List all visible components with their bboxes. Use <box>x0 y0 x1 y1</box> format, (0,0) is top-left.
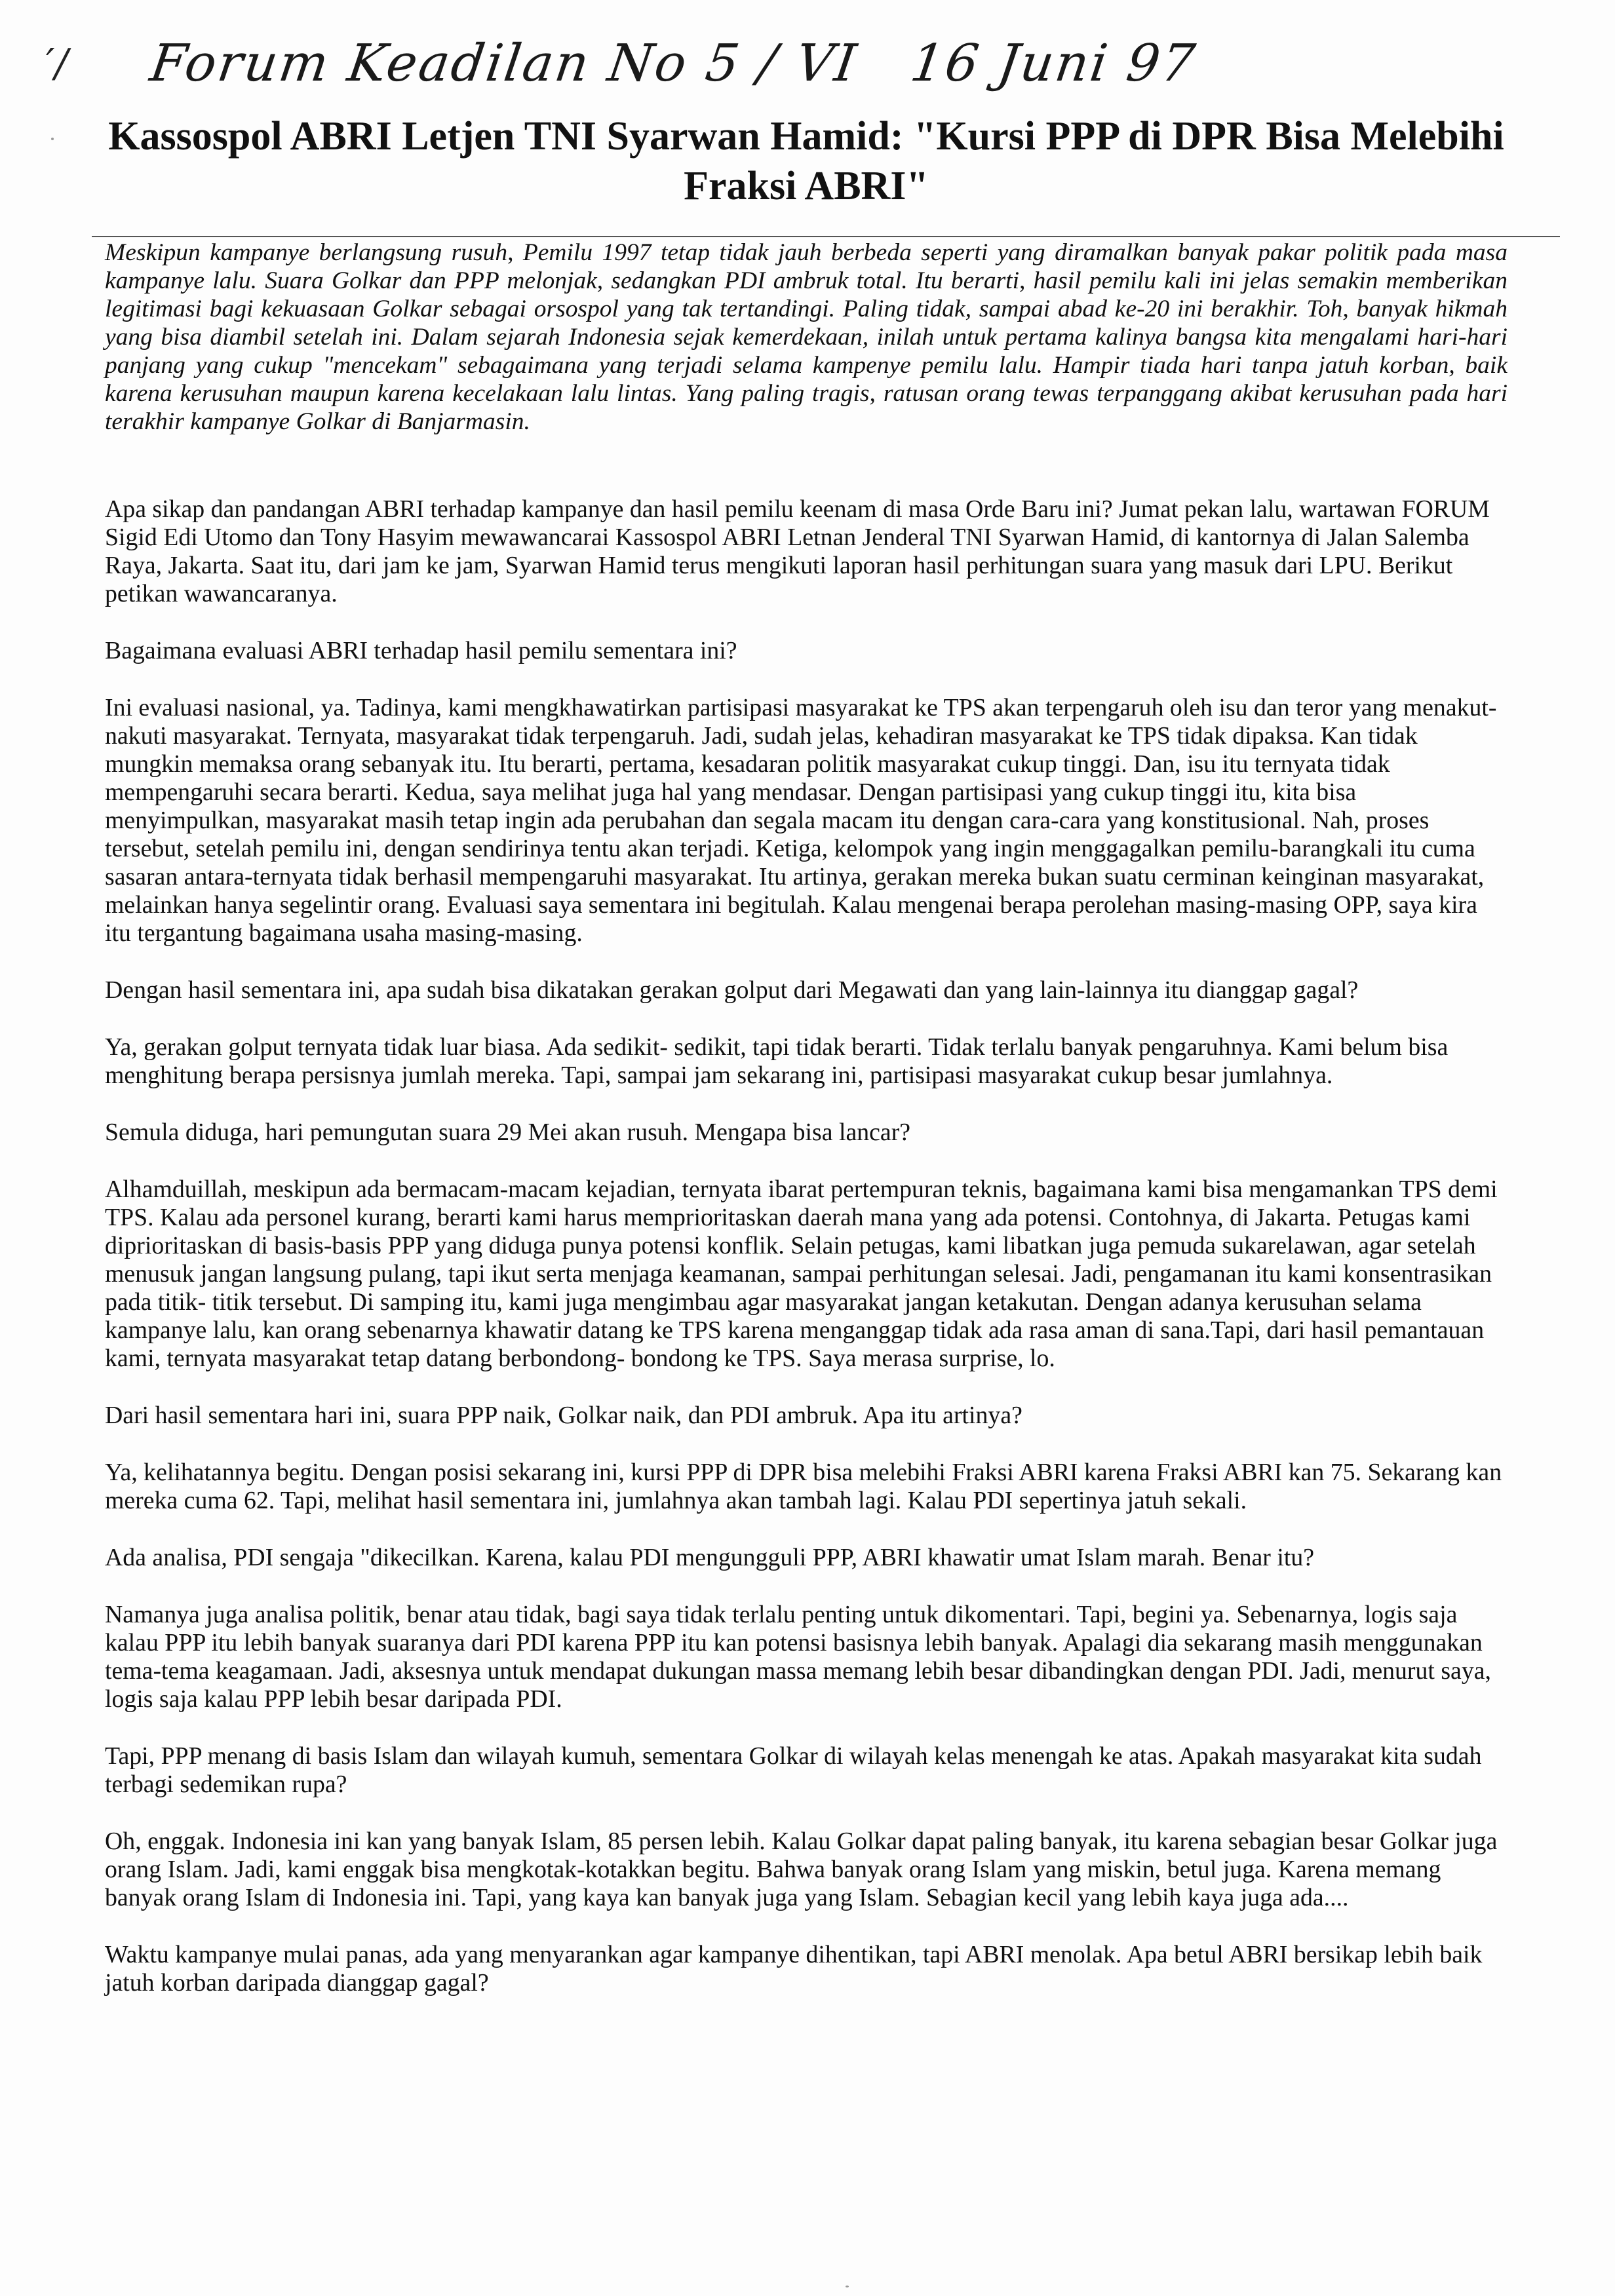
intro-paragraph: Apa sikap dan pandangan ABRI terhadap kampanye dan hasil pemilu keenam di masa Orde Baru ini? Jumat pekan lalu, wartawan FORUM Sigid Edi Utomo dan Tony Hasyim mewawancarai Kassospol ABRI Letnan Jenderal TNI Syarwan Hamid, di kantornya di Jalan Salemba Raya, Jakarta. Saat itu, dari jam ke jam, Syarwan Hamid terus mengikuti laporan hasil perhitungan suara yang masuk dari LPU. Berikut petikan wawancaranya. <box>105 495 1490 607</box>
interview-question: Ada analisa, PDI sengaja "dikecilkan. Karena, kalau PDI mengungguli PPP, ABRI khawatir umat Islam marah. Benar itu? <box>105 1544 1314 1571</box>
interview-answer: Ya, gerakan golput ternyata tidak luar biasa. Ada sedikit- sedikit, tapi tidak berarti. Tidak terlalu banyak pengaruhnya. Kami belum bisa menghitung berapa persisnya jumlah mereka. Tapi, sampai jam sekarang ini, partisipasi masyarakat cukup besar jumlahnya. <box>105 1033 1449 1089</box>
interview-question: Semula diduga, hari pemungutan suara 29 Mei akan rusuh. Mengapa bisa lancar? <box>105 1119 911 1146</box>
article-title: Kassospol ABRI Letjen TNI Syarwan Hamid: "Kursi PPP di DPR Bisa Melebihi Fraksi ABRI" <box>108 114 1504 208</box>
handwritten-source: Forum Keadilan No 5 / VI <box>146 34 862 93</box>
scan-speck <box>846 2286 849 2287</box>
interview-answer: Oh, enggak. Indonesia ini kan yang banyak Islam, 85 persen lebih. Kalau Golkar dapat paling banyak, itu karena sebagian besar Golkar juga orang Islam. Jadi, kami enggak bisa mengkotak-kotakkan begitu. Bahwa banyak orang Islam yang miskin, betul juga. Karena memang banyak orang Islam di Indonesia ini. Tapi, yang kaya kan banyak juga yang Islam. Sebagian kecil yang lebih kaya juga ada.... <box>105 1827 1498 1911</box>
interview-question: Dengan hasil sementara ini, apa sudah bisa dikatakan gerakan golput dari Megawati dan yang lain-lainnya itu dianggap gagal? <box>105 976 1359 1004</box>
handwritten-tick-mark: ′/ <box>46 41 68 86</box>
interview-question: Waktu kampanye mulai panas, ada yang menyarankan agar kampanye dihentikan, tapi ABRI menolak. Apa betul ABRI bersikap lebih baik jatuh korban daripada dianggap gagal? <box>105 1941 1483 1997</box>
lede-divider <box>92 236 1560 237</box>
article-lede: Meskipun kampanye berlangsung rusuh, Pemilu 1997 tetap tidak jauh berbeda seperti yang diramalkan banyak pakar politik pada masa kampanye lalu. Suara Golkar dan PPP melonjak, sedangkan PDI ambruk total. Itu berarti, hasil pemilu kali ini jelas semakin memberikan legitimasi bagi kekuasaan Golkar sebagai orsospol yang tak tertandingi. Paling tidak, sampai abad ke-20 ini berakhir. Toh, banyak hikmah yang bisa diambil setelah ini. Dalam sejarah Indonesia sejak kemerdekaan, inilah untuk pertama kalinya bangsa kita mengalami hari-hari panjang yang cukup "mencekam" sebagaimana yang terjadi selama kampenye pemilu lalu. Hampir tiada hari tanpa jatuh korban, baik karena kerusuhan maupun karena kecelakaan lalu lintas. Yang paling tragis, ratusan orang tewas terpanggang akibat kerusuhan pada hari terakhir kampanye Golkar di Banjarmasin. <box>105 239 1508 435</box>
interview-question: Tapi, PPP menang di basis Islam dan wilayah kumuh, sementara Golkar di wilayah kelas menengah ke atas. Apakah masyarakat kita sudah terbagi sedemikan rupa? <box>105 1742 1482 1798</box>
scan-speck <box>51 138 54 140</box>
handwritten-date: 16 Juni 97 <box>906 34 1201 93</box>
handwritten-annotation <box>39 14 1324 106</box>
article-body <box>105 495 1508 2026</box>
interview-answer: Alhamduillah, meskipun ada bermacam-macam kejadian, ternyata ibarat pertempuran teknis, bagaimana kami bisa mengamankan TPS demi TPS. Kalau ada personel kurang, berarti kami harus memprioritaskan daerah mana yang ada potensi. Contohnya, di Jakarta. Petugas kami diprioritaskan di basis-basis PPP yang diduga punya potensi konflik. Selain petugas, kami libatkan juga pemuda sukarelawan, agar setelah menusuk jangan langsung pulang, tapi ikut serta menjaga keamanan, sampai perhitungan selesai. Jadi, pengamanan itu kami konsentrasikan pada titik- titik tersebut. Di samping itu, kami juga mengimbau agar masyarakat jangan ketakutan. Dengan adanya kerusuhan selama kampanye lalu, kan orang sebenarnya khawatir datang ke TPS karena menganggap tidak ada rasa aman di sana.Tapi, dari hasil pemantauan kami, ternyata masyarakat tetap datang berbondong- bondong ke TPS. Saya merasa surprise, lo. <box>105 1176 1498 1372</box>
interview-answer: Namanya juga analisa politik, benar atau tidak, bagi saya tidak terlalu penting untuk dikomentari. Tapi, begini ya. Sebenarnya, logis saja kalau PPP itu lebih banyak suaranya dari PDI karena PPP itu kan potensi basisnya lebih banyak. Apalagi dia sekarang masih menggunakan tema-tema keagamaan. Jadi, aksesnya untuk mendapat dukungan massa memang lebih besar dibandingkan dengan PDI. Jadi, menurut saya, logis saja kalau PPP lebih besar daripada PDI. <box>105 1601 1491 1713</box>
interview-answer: Ini evaluasi nasional, ya. Tadinya, kami mengkhawatirkan partisipasi masyarakat ke TPS akan terpengaruh oleh isu dan teror yang menakut-nakuti masyarakat. Ternyata, masyarakat tidak terpengaruh. Jadi, sudah jelas, kehadiran masyarakat ke TPS tidak dipaksa. Kan tidak mungkin memaksa orang sebanyak itu. Itu berarti, pertama, kesadaran politik masyarakat cukup tinggi. Dan, isu itu ternyata tidak mempengaruhi secara berarti. Kedua, saya melihat juga hal yang mendasar. Dengan partisipasi yang cukup tinggi itu, kita bisa menyimpulkan, masyarakat masih tetap ingin ada perubahan dan segala macam itu dengan cara-cara yang konstitusional. Nah, proses tersebut, setelah pemilu ini, dengan sendirinya tentu akan terjadi. Ketiga, kelompok yang ingin menggagalkan pemilu-barangkali itu cuma sasaran antara-ternyata tidak berhasil mempengaruhi masyarakat. Itu artinya, gerakan mereka bukan suatu cerminan keinginan masyarakat, melainkan hanya segelintir orang. Evaluasi saya sementara ini begitulah. Kalau mengenai berapa perolehan masing-masing OPP, saya kira itu tergantung bagaimana usaha masing-masing. <box>105 694 1497 947</box>
interview-question: Bagaimana evaluasi ABRI terhadap hasil pemilu sementara ini? <box>105 637 737 664</box>
interview-question: Dari hasil sementara hari ini, suara PPP naik, Golkar naik, dan PDI ambruk. Apa itu artinya? <box>105 1402 1022 1429</box>
interview-answer: Ya, kelihatannya begitu. Dengan posisi sekarang ini, kursi PPP di DPR bisa melebihi Fraksi ABRI karena Fraksi ABRI kan 75. Sekarang kan mereka cuma 62. Tapi, melihat hasil sementara ini, jumlahnya akan tambah lagi. Kalau PDI sepertinya jatuh sekali. <box>105 1459 1502 1514</box>
